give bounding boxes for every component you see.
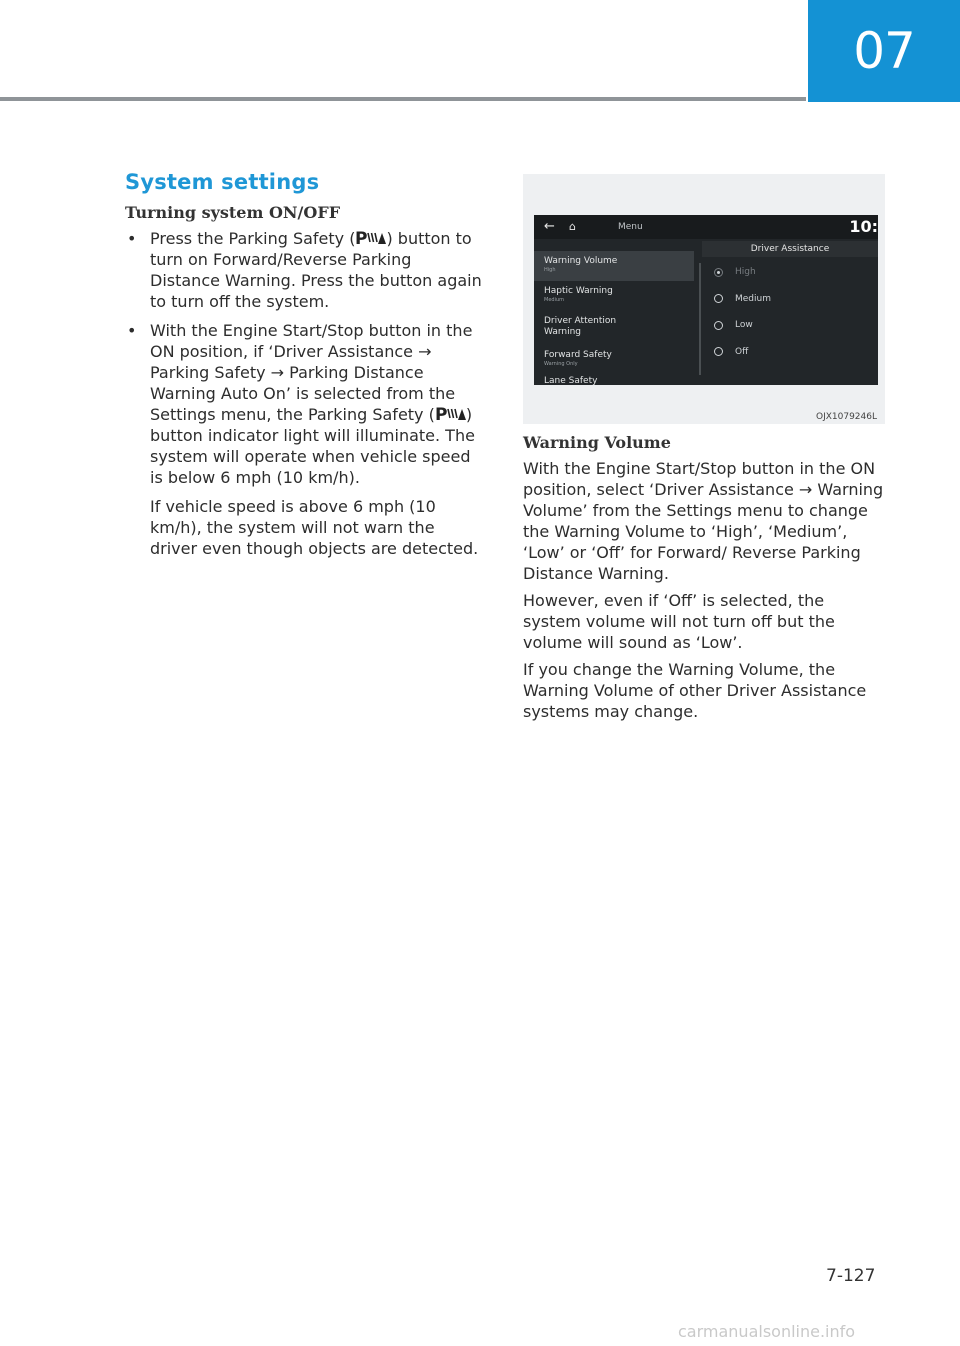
radio-icon: [714, 347, 723, 356]
screen-menu-item: [534, 251, 694, 281]
subhead-warning-volume: Warning Volume: [523, 433, 671, 452]
paragraph: If you change the Warning Volume, the Warning Volume of other Driver Assistance systems may change.: [523, 660, 867, 721]
screen-menu-item: [534, 281, 694, 311]
section-title: System settings: [125, 170, 320, 194]
parking-safety-icon: [355, 229, 386, 246]
screen-clock: 10:: [849, 217, 878, 236]
screen-option-label: High: [735, 267, 756, 278]
screen-menu-item-value: Medium: [544, 297, 564, 303]
screen-menu-list: [534, 251, 694, 385]
paragraph: With the Engine Start/Stop button in the ON position, select ‘Driver Assistance → Warning Volume’ from the Settings menu to change the Warning Volume to ‘High’, ‘Medium’, ‘Low’ or ‘Off’ for Forward/ Reverse Parking Distance Warning.: [523, 459, 884, 583]
svg-text:P: P: [434, 405, 448, 422]
screen-option-label: Medium: [735, 293, 771, 304]
screen-menu-item-title: Warning Volume: [544, 256, 618, 266]
screen-menu-item: [534, 345, 694, 371]
screen-option-low: [714, 312, 864, 339]
screen-menu-item-title: Forward Safety: [544, 350, 612, 360]
screen-option-off: [714, 339, 864, 366]
screen-divider: [699, 263, 701, 375]
screen-option-high: [714, 259, 864, 286]
left-column: [125, 170, 485, 567]
screen-topbar: [534, 215, 878, 239]
svg-text:P: P: [355, 229, 368, 246]
page-number: 7-127: [826, 1266, 876, 1286]
warning-volume-text: [523, 458, 885, 722]
bullet-item: [125, 320, 485, 559]
bullet-text-post: ) button indicator light will illuminate. The system will operate when vehicle speed is below 6 mph (10 km/h).: [150, 405, 475, 487]
radio-selected-icon: [714, 268, 723, 277]
radio-icon: [714, 321, 723, 330]
screen-menu-item-value: Warning Only: [544, 361, 578, 367]
bullet-text-post: ) button to turn on Forward/Reverse Parking Distance Warning. Press the button again to turn off the system.: [150, 229, 482, 311]
chapter-tab: [808, 0, 960, 102]
screen-menu-item: [534, 371, 694, 385]
bullet-text-pre: Press the Parking Safety (: [150, 229, 356, 248]
screen-menu-item-title: Driver Attention Warning: [544, 316, 617, 337]
screen-panel-title: Driver Assistance: [702, 241, 878, 257]
header-rule: [0, 97, 806, 101]
settings-screen-figure: [523, 174, 885, 424]
home-icon: ⌂: [569, 220, 576, 233]
bullet-continuation: If vehicle speed is above 6 mph (10 km/h), the system will not warn the driver even though objects are detected.: [150, 497, 479, 558]
screen-option-label: Low: [735, 320, 753, 331]
paragraph: However, even if ‘Off’ is selected, the system volume will not turn off but the volume will sound as ‘Low’.: [523, 591, 835, 652]
watermark: carmanualsonline.info: [678, 1322, 856, 1341]
radio-icon: [714, 294, 723, 303]
screen-menu-item-title: Haptic Warning: [544, 286, 613, 296]
parking-safety-icon: [435, 405, 466, 422]
chapter-number: 07: [853, 22, 915, 80]
screen-menu-item-value: High: [544, 267, 556, 273]
screen-menu-item: [534, 311, 694, 345]
screen-option-medium: [714, 286, 864, 313]
back-arrow-icon: ←: [544, 219, 555, 234]
figure-code: OJX1079246L: [815, 412, 877, 422]
subhead-turning-on-off: Turning system ON/OFF: [125, 203, 341, 222]
infotainment-screen: [534, 215, 878, 385]
screen-menu-label: Menu: [618, 222, 643, 232]
bullet-list: [125, 228, 485, 559]
bullet-item: [125, 228, 485, 312]
right-column: [523, 174, 885, 728]
screen-volume-options: [714, 259, 864, 365]
bullet-dot: •: [127, 229, 137, 248]
screen-menu-item-title: Lane Safety: [544, 376, 598, 385]
bullet-text-pre: With the Engine Start/Stop button in the ON position, if ‘Driver Assistance → Parking Safety → Parking Distance Warning Auto On’ is selected from the Settings menu, the Parking Safety (: [150, 321, 473, 424]
screen-option-label: Off: [735, 346, 749, 357]
bullet-dot: •: [127, 321, 137, 340]
